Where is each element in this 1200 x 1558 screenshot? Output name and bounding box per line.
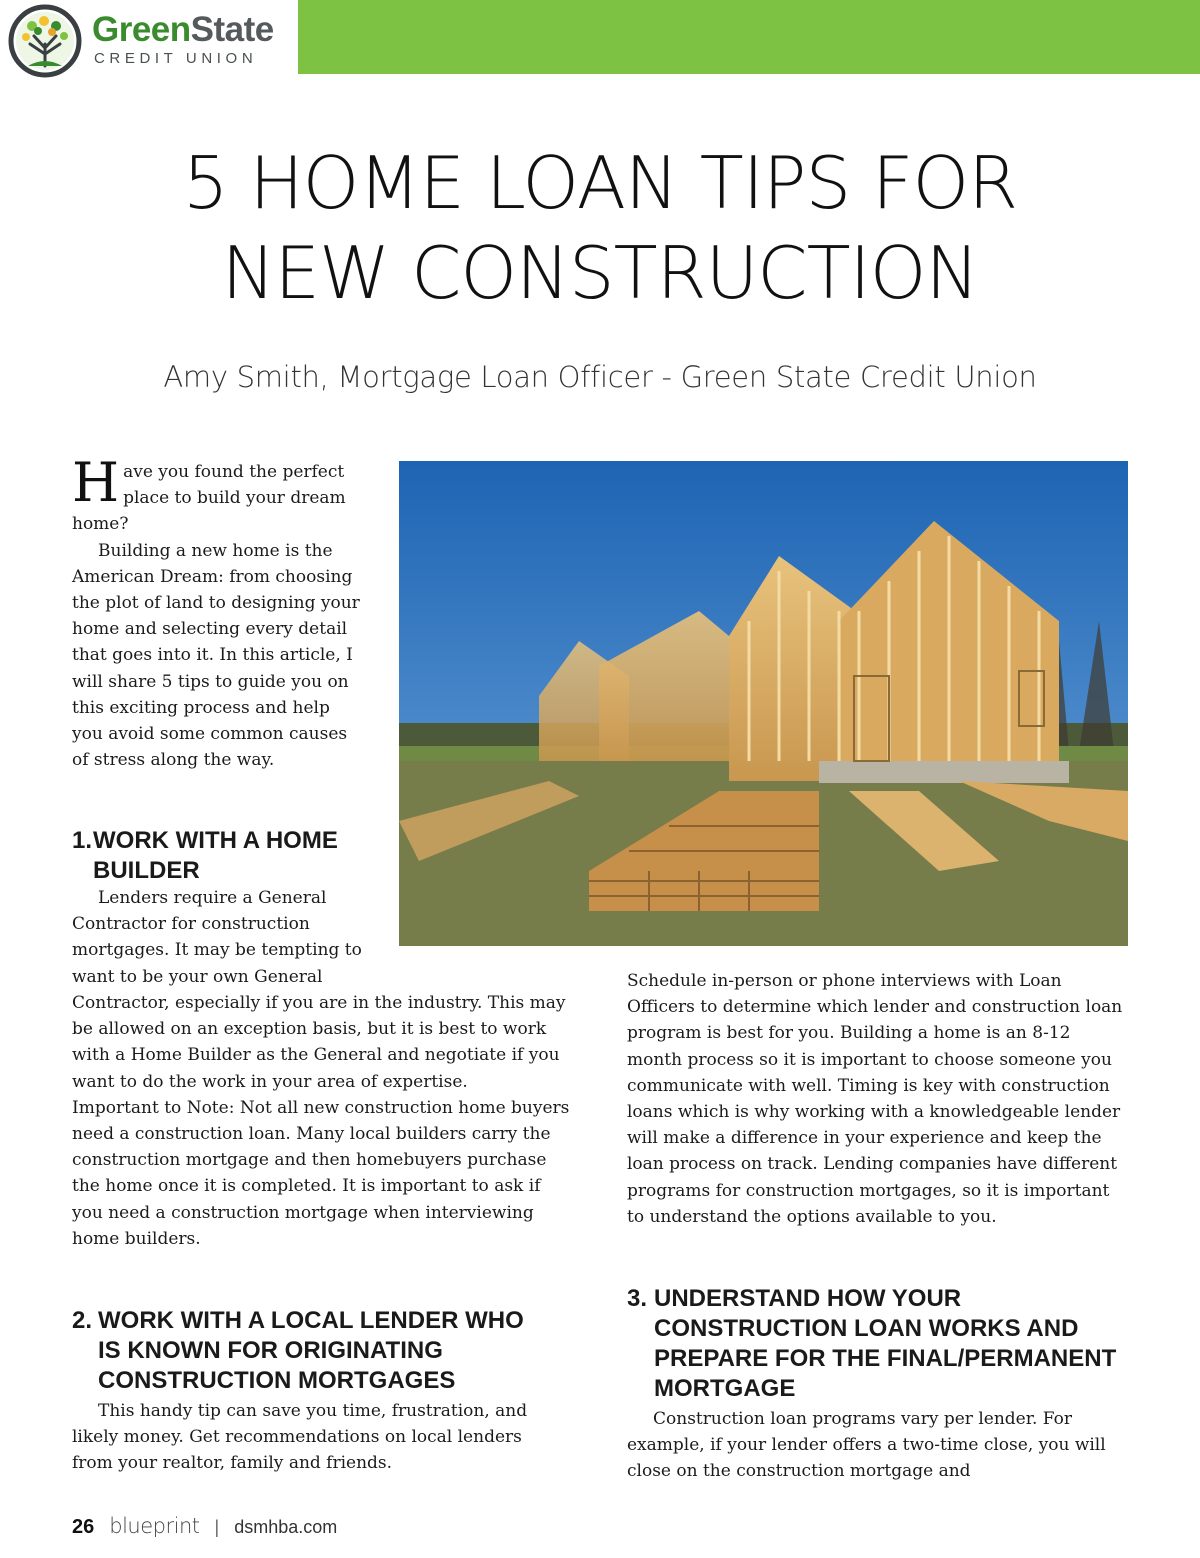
tip2-heading-text: WORK WITH A LOCAL LENDER WHO IS KNOWN FOR ORIGINATING CONSTRUCTION MORTGAGES [98, 1307, 524, 1394]
tree-logo-icon [8, 4, 82, 78]
byline: Amy Smith, Mortgage Loan Officer - Green State Credit Union [163, 360, 1037, 394]
tip3-body [627, 1406, 1107, 1485]
tip3-paragraph-1: Construction loan programs vary per lender. For example, if your lender offers a two-time close, you will close on the construction mortgage and [627, 1409, 1106, 1482]
logo-subtitle: CREDIT UNION [94, 50, 258, 67]
intro-first-text: ave you found the perfect place to build your dream home? [72, 462, 346, 535]
logo-wordmark [92, 10, 274, 50]
intro-paragraph-1 [72, 451, 372, 538]
tip1-body-top [72, 885, 372, 990]
footer-website-link[interactable]: dsmhba.com [234, 1517, 338, 1537]
title-line-1: 5 HOME LOAN TIPS FOR [182, 141, 1018, 225]
header-bar [298, 0, 1200, 74]
tip2-paragraph-1: This handy tip can save you time, frustration, and likely money. Get recommendations on local lenders from your realtor, family and friends. [72, 1401, 528, 1474]
blueprint-logo: blueprint [109, 1514, 200, 1538]
construction-photo [399, 461, 1128, 946]
page-number: 26 [72, 1516, 95, 1538]
tip1-paragraph-1: Lenders require a General Contractor for construction mortgages. It may be tempting to want to be your own General [72, 888, 362, 987]
tip1-body-bottom [72, 990, 572, 1252]
greenstate-logo[interactable] [8, 4, 298, 76]
title-line-2: NEW CONSTRUCTION [221, 231, 979, 315]
article-title [0, 138, 1200, 318]
page-footer [72, 1514, 337, 1539]
intro-column [72, 451, 372, 773]
tip3-number: 3. [627, 1285, 648, 1312]
logo-word-green: Green [92, 10, 191, 49]
tip1-note: Important to Note: Not all new construction home buyers need a construction loan. Many local builders carry the construction mortgage and then homebuyers purchase the home once it is completed. It is important to ask if you need a construction mortgage when interviewing home builders. [72, 1097, 570, 1249]
tip2-paragraph-2: Schedule in-person or phone interviews with Loan Officers to determine which lender and construction loan program is best for you. Building a home is an 8-12 month process so it is important to choose someone you communicate with well. Timing is key with construction loans which is why working with a knowledgeable lender will make a difference in your experience and keep the loan process on track. Lending companies have different programs for construction mortgages, so it is important to understand the options available to you. [627, 971, 1123, 1227]
tip2-heading [72, 1306, 552, 1396]
tip1-paragraph-1-cont: Contractor, especially if you are in the industry. This may be allowed on an exception basis, but it is best to work with a Home Builder as the General and negotiate if you want to do the work in your area of expertise. [72, 993, 566, 1092]
logo-word-state: State [190, 10, 274, 49]
tip3-heading-text: UNDERSTAND HOW YOUR CONSTRUCTION LOAN WORKS AND PREPARE FOR THE FINAL/PERMANENT MORTGAGE [654, 1285, 1117, 1402]
intro-paragraph-2: Building a new home is the American Dream: from choosing the plot of land to designing your home and selecting every detail that goes into it. In this article, I will share 5 tips to guide you on this exciting process and help you avoid some common causes of stress along the way. [72, 540, 360, 771]
tip3-heading [627, 1284, 1132, 1404]
footer-separator: | [214, 1517, 220, 1537]
tip1-heading-text: WORK WITH A HOME BUILDER [93, 827, 338, 884]
tip1-heading [72, 826, 372, 886]
tip2-number: 2. [72, 1307, 93, 1334]
tip2-body-right [627, 968, 1127, 1230]
tip1-number: 1. [72, 827, 93, 854]
dropcap: H [72, 451, 120, 514]
tip2-body-left [72, 1398, 544, 1477]
